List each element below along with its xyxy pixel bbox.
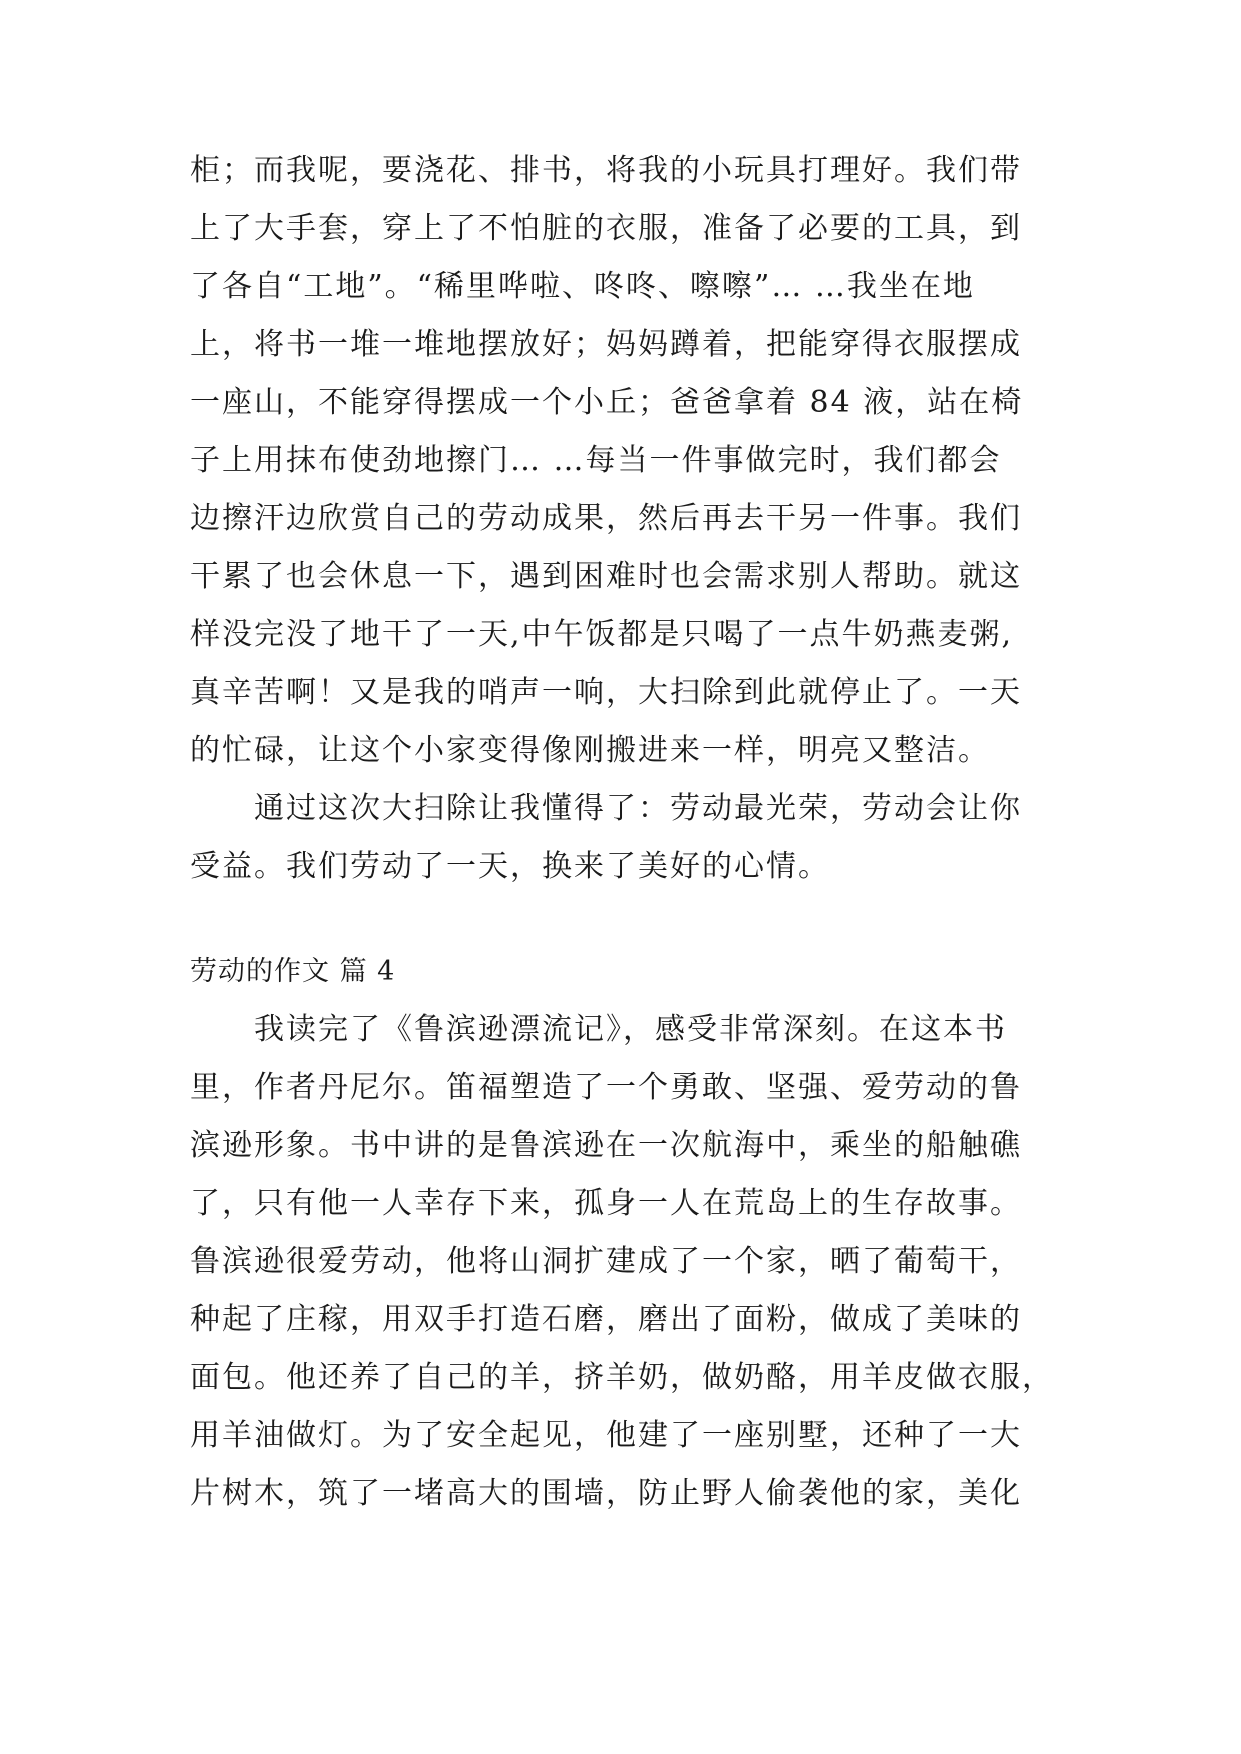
- text-line: 滨逊形象。书中讲的是鲁滨逊在一次航海中，乘坐的船触礁: [190, 1128, 1022, 1163]
- text-line: 受益。我们劳动了一天，换来了美好的心情。: [190, 849, 830, 884]
- text-line: 干累了也会休息一下，遇到困难时也会需求别人帮助。就这: [190, 559, 1022, 594]
- text-line: 了，只有他一人幸存下来，孤身一人在荒岛上的生存故事。: [190, 1186, 1022, 1221]
- text-line: 片树木，筑了一堵高大的围墙，防止野人偷袭他的家，美化: [190, 1476, 1022, 1511]
- text-line: 上，将书一堆一堆地摆放好；妈妈蹲着，把能穿得衣服摆成: [190, 327, 1022, 362]
- paragraph-first-line: 我读完了《鲁滨逊漂流记》，感受非常深刻。在这本书: [254, 1012, 1007, 1047]
- text-line: 一座山，不能穿得摆成一个小丘；爸爸拿着 84 液，站在椅: [190, 385, 1024, 420]
- paragraph-first-line: 通过这次大扫除让我懂得了：劳动最光荣，劳动会让你: [254, 791, 1022, 826]
- text-line: 种起了庄稼，用双手打造石磨，磨出了面粉，做成了美味的: [190, 1302, 1022, 1337]
- text-line: 里，作者丹尼尔。笛福塑造了一个勇敢、坚强、爱劳动的鲁: [190, 1070, 1022, 1105]
- text-line: 上了大手套，穿上了不怕脏的衣服，准备了必要的工具，到: [190, 211, 1022, 246]
- text-line: 真辛苦啊！又是我的哨声一响，大扫除到此就停止了。一天: [190, 675, 1022, 710]
- text-line: 的忙碌，让这个小家变得像刚搬进来一样，明亮又整洁。: [190, 733, 990, 768]
- text-line: 面包。他还养了自己的羊，挤羊奶，做奶酪，用羊皮做衣服，: [190, 1360, 1054, 1395]
- text-line: 用羊油做灯。为了安全起见，他建了一座别墅，还种了一大: [190, 1418, 1022, 1453]
- text-line: 鲁滨逊很爱劳动，他将山洞扩建成了一个家，晒了葡萄干，: [190, 1244, 1022, 1279]
- section-heading: 劳动的作文 篇 4: [190, 956, 396, 987]
- text-line: 边擦汗边欣赏自己的劳动成果，然后再去干另一件事。我们: [190, 501, 1022, 536]
- text-line: 样没完没了地干了一天,中午饭都是只喝了一点牛奶燕麦粥,: [190, 617, 1014, 652]
- text-line: 柜；而我呢，要浇花、排书，将我的小玩具打理好。我们带: [190, 153, 1022, 188]
- text-line: 了各自“工地”。“稀里哗啦、咚咚、嚓嚓”… …我坐在地: [190, 269, 975, 304]
- text-line: 子上用抹布使劲地擦门… …每当一件事做完时，我们都会: [190, 443, 1002, 478]
